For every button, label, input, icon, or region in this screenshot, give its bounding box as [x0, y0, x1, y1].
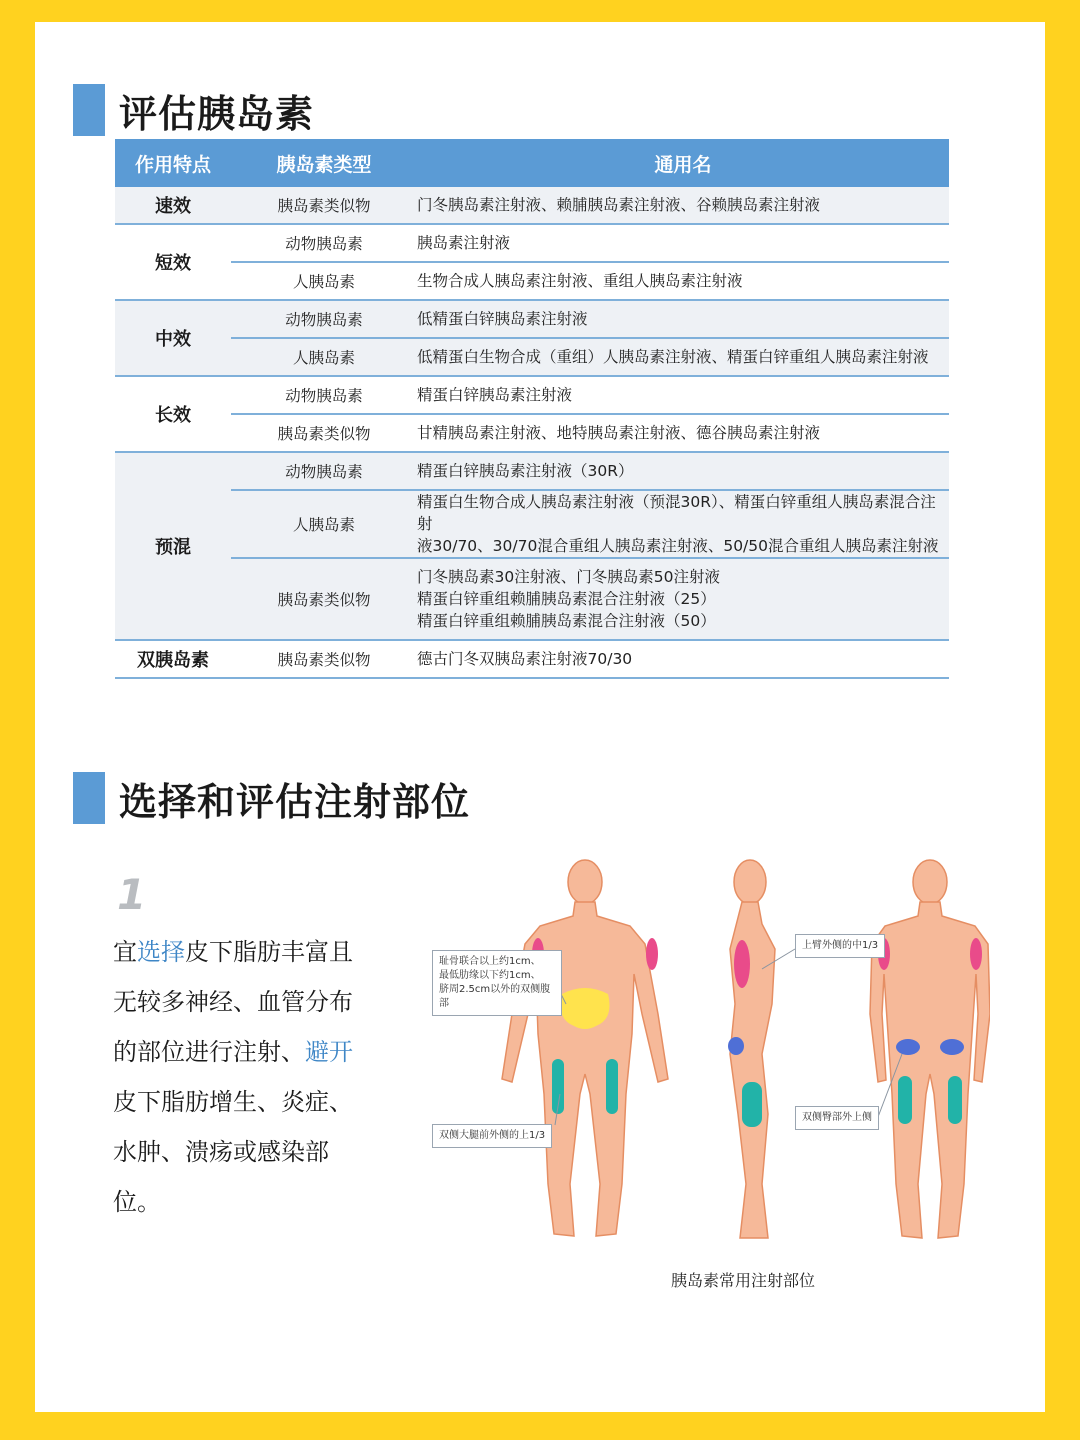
generic-name-line: 德古门冬双胰岛素注射液70/30: [417, 650, 633, 668]
side-body: [728, 860, 775, 1238]
injection-site-figure: [390, 854, 990, 1274]
body-diagram: [390, 854, 990, 1274]
section-title: 选择和评估注射部位: [119, 779, 471, 824]
back-body: [870, 860, 990, 1238]
generic-name-cell: [417, 270, 949, 292]
generic-name-line: 低精蛋白生物合成（重组）人胰岛素注射液、精蛋白锌重组人胰岛素注射液: [417, 348, 929, 366]
callout-line: 脐周2.5cm以外的双侧腹部: [439, 984, 551, 1009]
section-title: 评估胰岛素: [119, 91, 315, 136]
table-row: [231, 225, 949, 261]
thigh-site-side: [742, 1082, 762, 1127]
callout-line: 耻骨联合以上约1cm、: [439, 956, 541, 967]
insulin-type-cell: 人胰岛素: [292, 349, 355, 367]
action-type-cell: 预混: [155, 537, 191, 558]
generic-name-cell: [417, 194, 949, 216]
generic-name-line: 精蛋白锌重组赖脯胰岛素混合注射液（50）: [417, 612, 716, 630]
buttock-site-left: [896, 1039, 920, 1055]
step-number: 1: [117, 870, 147, 919]
text-segment: 无较多神经、血管分布: [113, 988, 353, 1016]
generic-name-cell: [417, 491, 949, 557]
table-row: [231, 337, 949, 375]
insulin-type-cell: 动物胰岛素: [285, 463, 363, 481]
insulin-type-cell: 人胰岛素: [292, 516, 355, 534]
header-cell: 作用特点: [134, 153, 211, 176]
table-group: [115, 225, 949, 301]
thigh-site-back-left: [898, 1076, 912, 1124]
insulin-type-cell: 胰岛素类似物: [277, 651, 371, 669]
generic-name-cell: [417, 308, 949, 330]
paragraph-line: [113, 977, 373, 1027]
generic-name-cell: [417, 566, 949, 632]
table-row: [231, 453, 949, 489]
generic-name-line: 精蛋白锌重组赖脯胰岛素混合注射液（25）: [417, 590, 716, 608]
header-cell: 通用名: [654, 153, 712, 176]
table-header: [115, 139, 949, 187]
callout-abdomen: [432, 950, 562, 1016]
paragraph-line: [113, 1027, 373, 1077]
section-marker: [73, 84, 105, 136]
thigh-site-back-right: [948, 1076, 962, 1124]
arm-site-right: [646, 938, 658, 970]
generic-name-cell: [417, 384, 949, 406]
table-row: [231, 413, 949, 451]
buttock-site-side: [728, 1037, 744, 1055]
callout-arm: 上臂外侧的中1/3: [795, 934, 885, 958]
generic-name-line: 胰岛素注射液: [417, 234, 511, 252]
table-row: [231, 261, 949, 299]
content-card: [35, 22, 1045, 1412]
step-paragraph: [113, 927, 373, 1227]
table-group: [115, 453, 949, 641]
callout-buttock: 双侧臀部外上侧: [795, 1106, 879, 1130]
table-row: [231, 557, 949, 639]
thigh-site-right: [606, 1059, 618, 1114]
action-type-cell: 中效: [155, 329, 191, 350]
generic-name-cell: [417, 422, 949, 444]
table-row: [231, 377, 949, 413]
insulin-type-cell: 动物胰岛素: [285, 235, 363, 253]
generic-name-line: 门冬胰岛素注射液、赖脯胰岛素注射液、谷赖胰岛素注射液: [417, 196, 821, 214]
insulin-type-cell: 胰岛素类似物: [277, 591, 371, 609]
table-group: [115, 377, 949, 453]
front-body: [502, 860, 668, 1236]
generic-name-line: 精蛋白锌胰岛素注射液（30R）: [417, 462, 634, 480]
figure-caption: 胰岛素常用注射部位: [671, 1271, 816, 1290]
generic-name-cell: [417, 648, 949, 670]
section-marker: [73, 772, 105, 824]
paragraph-line: [113, 1127, 373, 1227]
section-header-insulin: [73, 84, 314, 136]
text-segment: 宜: [113, 938, 137, 966]
action-type-cell: 长效: [155, 405, 191, 426]
table-row: [231, 489, 949, 557]
table-body: [115, 187, 949, 679]
insulin-type-cell: 动物胰岛素: [285, 311, 363, 329]
insulin-type-cell: 动物胰岛素: [285, 387, 363, 405]
generic-name-cell: [417, 460, 949, 482]
generic-name-line: 精蛋白生物合成人胰岛素注射液（预混30R）、精蛋白锌重组人胰岛素混合注射: [417, 493, 936, 533]
text-segment: 水肿、溃疡或感染部位。: [113, 1138, 329, 1216]
paragraph-line: [113, 1077, 373, 1127]
insulin-type-cell: 胰岛素类似物: [277, 197, 371, 215]
generic-name-line: 液30/70、30/70混合重组人胰岛素注射液、50/50混合重组人胰岛素注射液: [417, 537, 939, 555]
generic-name-line: 甘精胰岛素注射液、地特胰岛素注射液、德谷胰岛素注射液: [417, 424, 821, 442]
callout-line: 最低肋缘以下约1cm、: [439, 970, 541, 981]
generic-name-line: 门冬胰岛素30注射液、门冬胰岛素50注射液: [417, 568, 720, 586]
highlight-text: 避开: [305, 1038, 353, 1066]
table-group: [115, 187, 949, 225]
text-segment: 皮下脂肪增生、炎症、: [113, 1088, 353, 1116]
header-cell: 胰岛素类型: [276, 153, 372, 176]
action-type-cell: 双胰岛素: [137, 650, 209, 671]
callout-thigh: 双侧大腿前外侧的上1/3: [432, 1124, 552, 1148]
arm-site-back-right: [970, 938, 982, 970]
insulin-type-cell: 人胰岛素: [292, 273, 355, 291]
insulin-table: [115, 139, 949, 679]
generic-name-line: 低精蛋白锌胰岛素注射液: [417, 310, 588, 328]
action-type-cell: 速效: [155, 196, 191, 217]
table-group: [115, 641, 949, 679]
table-row: [231, 641, 949, 677]
paragraph-line: [113, 927, 373, 977]
section-header-site: [73, 772, 470, 824]
insulin-type-cell: 胰岛素类似物: [277, 425, 371, 443]
buttock-site-right: [940, 1039, 964, 1055]
generic-name-cell: [417, 346, 949, 368]
text-segment: 的部位进行注射、: [113, 1038, 305, 1066]
table-group: [115, 301, 949, 377]
text-segment: 皮下脂肪丰富且: [185, 938, 353, 966]
generic-name-cell: [417, 232, 949, 254]
highlight-text: 选择: [137, 938, 185, 966]
arm-site-side: [734, 940, 750, 988]
generic-name-line: 生物合成人胰岛素注射液、重组人胰岛素注射液: [417, 272, 743, 290]
action-type-cell: 短效: [155, 253, 191, 274]
table-row: [231, 301, 949, 337]
table-row: [231, 187, 949, 223]
generic-name-line: 精蛋白锌胰岛素注射液: [417, 386, 573, 404]
